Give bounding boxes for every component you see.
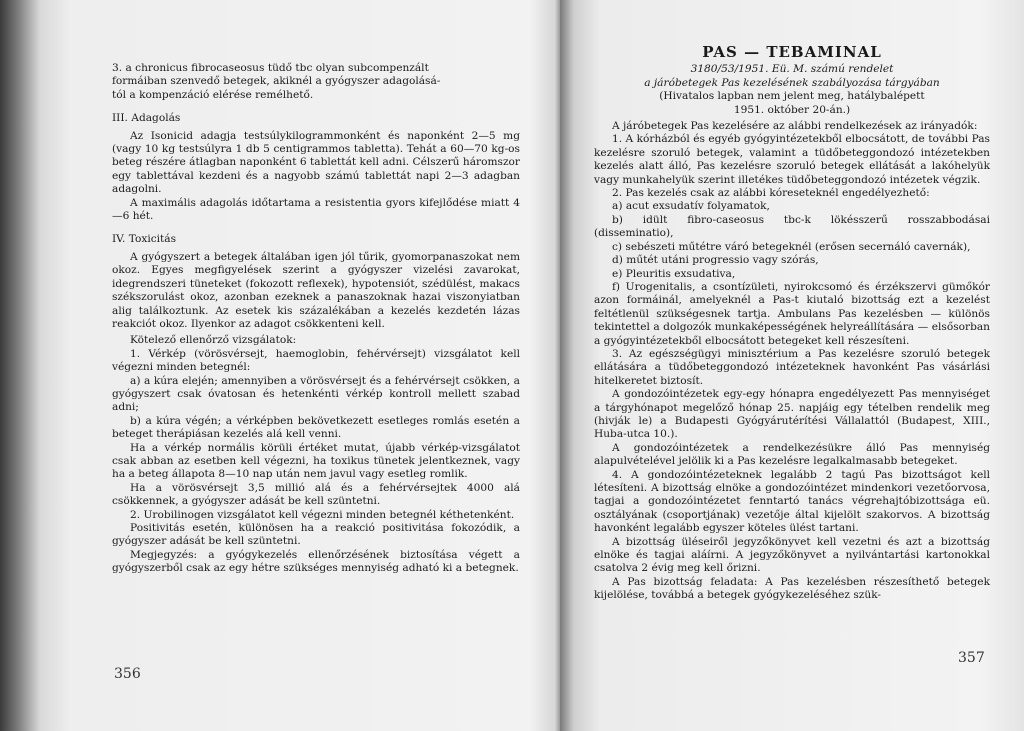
intro-line-2: formáiban szenvedő betegek, akiknél a gyógyszer adagolásá- (112, 75, 441, 88)
minutes-paragraph: A bizottság üléseiről jegyzőkönyvet kell vezetni és azt a bizottság elnöke és tagjai aláírni. A jegyzőkönyvet a nyilvántartási kartonokkal csatolva 2 évig meg kell őrizni. (594, 535, 990, 575)
page-number-left: 356 (114, 666, 141, 682)
check-2-urobilinogen: 2. Urobilinogen vizsgálatot kell végezni minden betegnél kéthetenként. (130, 508, 515, 521)
dosage-paragraph: Az Isonicid adagja testsúlykilogrammonként és naponként 2—5 mg (vagy 10 kg testsúlyra 1 db 5 centigrammos tabletta). Tehát a 60—70 kg-os beteg részére átlagban naponként 6 tablettát kell adni. Célszerű háromszor egy tablettával kezdeni és a nagyobb számú tablettát napi 2—3 adagban adagolni. (112, 129, 520, 196)
item-2a: a) acut exsudatív folyamatok, (612, 200, 770, 213)
item-2d: d) műtét utáni progressio vagy szórás, (612, 254, 819, 267)
note-paragraph: Megjegyzés: a gyógykezelés ellenőrzésének biztosítása végett a gyógyszerből csak az egy hétre szükséges mennyiség adható ki a betegnek. (112, 548, 520, 575)
check-1b: b) a kúra végén; a vérképben bekövetkezett esetleges romlás esetén a beteget therápiásan kezelés alá kell venni. (112, 414, 520, 441)
item-2f: f) Urogenitalis, a csontízületi, nyirokcsomó és érzékszervi gümőkór azon formáinál, amelyeknél a Pas-t kiutaló bizottság ezt a kezelést feltétlenül szükségesnek tartja. Ambulans Pas kezelésben — különös tekintettel a dolgozók munkaképességének helyreállítására — elsősorban a gyógyintézetekből elbocsátott betegeket kell részesíteni. (594, 280, 990, 347)
intro-line-3: tól a kompenzáció elérése remélhető. (112, 88, 314, 101)
intro-paragraph: A járóbetegek Pas kezelésére az alábbi rendelkezések az irányadók: (612, 120, 978, 133)
intro-line-1: 3. a chronicus fibrocaseosus tüdő tbc olyan subcompenzált (112, 62, 429, 74)
right-page (560, 0, 1024, 731)
check-1a: a) a kúra elején; amennyiben a vörösvérsejt és a fehérvérsejt csökken, a gyógyszert csak óvatosan és hetenkénti vérkép kontroll mellett szabad adni; (112, 374, 520, 414)
item-2b: b) idült fibro-caseosus tbc-k lökésszerű rosszabbodásai (disseminatio), (594, 213, 990, 240)
selection-paragraph: A gondozóintézetek a rendelkezésükre álló Pas mennyiség alapulvételével jelölik ki a Pas kezelésre legalkalmasabb betegeket. (594, 441, 990, 468)
positivity-paragraph: Positivitás esetén, különösen ha a reakció positivitása fokozódik, a gyógyszer adását be kell szüntetni. (112, 522, 520, 548)
committee-task-paragraph: A Pas bizottság feladata: A Pas kezelésben részesíthető betegek kijelölése, továbbá a betegek gyógykezeléséhez szük- (594, 575, 990, 602)
checks-heading: Kötelező ellenőrző vizsgálatok: (130, 334, 297, 347)
item-1: 1. A kórházból és egyéb gyógyintézetekből elbocsátott, de további Pas kezelésre szoruló betegek, valamint a tüdőbeteggondozó intézetekben kezelés alatt álló, Pas kezelésre szoruló betegek ellátását a lakóhelyük vagy munkahelyük szerint illetékes tüdőbeteggondozó intézetek végzik. (594, 133, 990, 186)
bloodcount-stop-paragraph: Ha a vörösvérsejt 3,5 millió alá és a fehérvérsejtek 4000 alá csökkennek, a gyógyszer adását be kell szüntetni. (112, 481, 520, 508)
right-page-text (594, 43, 990, 603)
toxicity-paragraph: A gyógyszert a betegek általában igen jól tűrik, gyomorpanaszokat nem okoz. Egyes megfigyelések szerint a gyógyszer vizelési zavarokat, idegrendszeri tüneteket (fokozott reflexek), hypotensiót, szédülést, makacs székszorulást okoz, azonban ezeknek a panaszoknak hazai viszonyiatban alig találkoztunk. Az esetek kis százalékában a kezelés kezdetén lázas reakciót okoz. Ilyenkor az adagot csökkenteni kell. (112, 250, 520, 330)
ordering-paragraph: A gondozóintézetek egy-egy hónapra engedélyezett Pas mennyiséget a tárgyhónapot megelőző hónap 25. napjáig egy tételben rendelik meg (hivják le) a Budapesti Gyógyárutérítési Vállalattól (Budapest, XIII., Huba-utca 10.). (594, 388, 990, 441)
page-title: PAS — TEBAMINAL (702, 43, 882, 61)
publication-note-2: 1951. október 20-án.) (733, 103, 851, 116)
section-heading-adagolas: III. Adagolás (112, 112, 181, 125)
bloodcount-normal-paragraph: Ha a vérkép normális körüli értéket mutat, újabb vérkép-vizsgálatot csak abban az esetben kell végezni, ha toxikus tünetek jelentkeznek, vagy ha a beteg állapota 8—10 nap után nem javul vagy esetleg romlik. (112, 441, 520, 481)
item-3: 3. Az egészségügyi minisztérium a Pas kezelésre szoruló betegek ellátására a tüdőbeteggondozó intézeteknek havonként Pas vásárlási hitelkeretet biztosít. (594, 347, 990, 387)
check-1-bloodcount: 1. Vérkép (vörösvérsejt, haemoglobin, fehérvérsejt) vizsgálatot kell végezni minden betegnél: (112, 347, 520, 374)
section-heading-toxicitas: IV. Toxicitás (112, 233, 177, 246)
left-page-text (112, 62, 520, 576)
decree-number: 3180/53/1951. Eü. M. számú rendelet (690, 63, 894, 76)
item-4: 4. A gondozóintézeteknek legalább 2 tagú Pas bizottságot kell létesíteni. A bizottság elnöke a gondozóintézet mindenkori vezetőorvosa, tagjai a gondozóintézetet fenntartó tanács végrehajtóbizottsága eü. osztályának (csoportjának) vezetője által kijelölt szakorvos. A bizottság havonként legalább egyszer köteles ülést tartani. (594, 468, 990, 535)
item-2c: c) sebészeti műtétre váró betegeknél (erősen secernáló cavernák), (612, 240, 971, 253)
dosage-duration-paragraph: A maximális adagolás időtartama a resistentia gyors kifejlődése miatt 4—6 hét. (112, 196, 520, 223)
decree-subject: a járóbetegek Pas kezelésének szabályozása tárgyában (644, 76, 940, 89)
page-number-right: 357 (958, 650, 985, 666)
item-2e: e) Pleuritis exsudativa, (612, 267, 736, 280)
item-2: 2. Pas kezelés csak az alábbi kóreseteknél engedélyezhető: (612, 187, 930, 200)
publication-note-1: (Hivatalos lapban nem jelent meg, hatálybalépett (659, 90, 925, 103)
